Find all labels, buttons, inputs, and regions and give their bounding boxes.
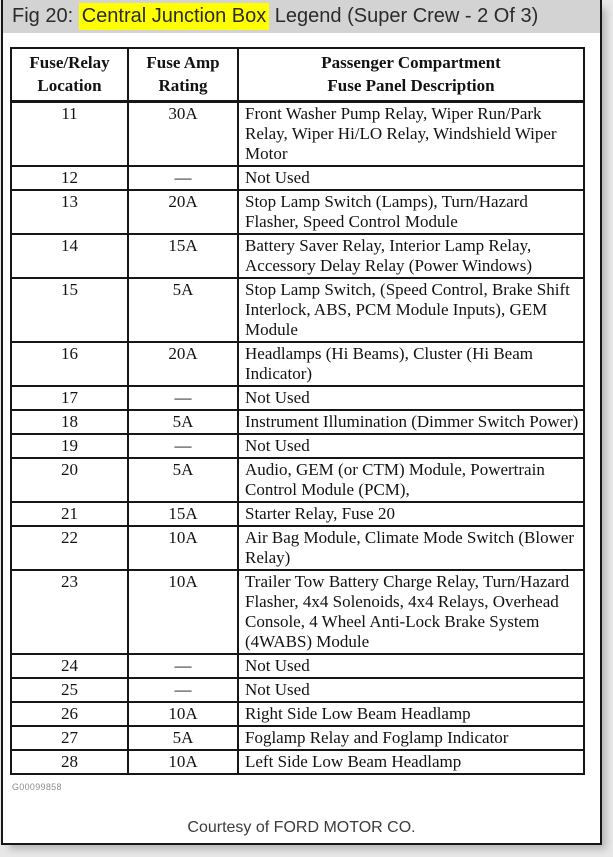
fuse-location: 26 [11, 702, 128, 726]
fuse-rating: 15A [128, 502, 238, 526]
header-fuse-relay-location: Fuse/Relay Location [11, 48, 128, 102]
fuse-location: 12 [11, 166, 128, 190]
header-passenger-compartment-description: Passenger Compartment Fuse Panel Description [238, 48, 584, 102]
fuse-rating: 10A [128, 750, 238, 774]
fuse-location: 13 [11, 190, 128, 234]
fuse-location: 21 [11, 502, 128, 526]
fuse-description: Foglamp Relay and Foglamp Indicator [238, 726, 584, 750]
table-row [11, 278, 584, 342]
fuse-description: Audio, GEM (or CTM) Module, Powertrain Control Module (PCM), [238, 458, 584, 502]
fuse-rating: 5A [128, 726, 238, 750]
fuse-description: Left Side Low Beam Headlamp [238, 750, 584, 774]
fuse-legend-table [10, 47, 585, 775]
table-row [11, 702, 584, 726]
fuse-description: Battery Saver Relay, Interior Lamp Relay, Accessory Delay Relay (Power Windows) [238, 234, 584, 278]
fuse-location: 22 [11, 526, 128, 570]
fuse-location: 11 [11, 102, 128, 167]
fuse-location: 24 [11, 654, 128, 678]
table-row [11, 570, 584, 654]
table-row [11, 750, 584, 774]
fuse-description: Not Used [238, 678, 584, 702]
document-page [1, 0, 602, 845]
table-row [11, 526, 584, 570]
fuse-location: 23 [11, 570, 128, 654]
figure-title-bar [3, 0, 600, 33]
fuse-location: 20 [11, 458, 128, 502]
table-header [11, 48, 584, 102]
fuse-location: 19 [11, 434, 128, 458]
courtesy-label: Courtesy of FORD MOTOR CO. [187, 819, 416, 836]
fuse-description: Not Used [238, 654, 584, 678]
fuse-rating: 10A [128, 526, 238, 570]
fuse-rating: 10A [128, 702, 238, 726]
fuse-location: 16 [11, 342, 128, 386]
fuse-rating: — [128, 386, 238, 410]
figure-title-suffix: Legend (Super Crew - 2 Of 3) [269, 5, 539, 27]
fuse-location: 18 [11, 410, 128, 434]
fuse-rating: — [128, 654, 238, 678]
fuse-rating: 5A [128, 410, 238, 434]
table-body [11, 102, 584, 775]
table-row [11, 434, 584, 458]
fuse-description: Instrument Illumination (Dimmer Switch Power) [238, 410, 584, 434]
figure-title-prefix: Fig 20: [12, 5, 79, 27]
table-row [11, 678, 584, 702]
fuse-rating: 20A [128, 342, 238, 386]
table-row [11, 102, 584, 167]
fuse-description: Not Used [238, 386, 584, 410]
table-header-row [11, 48, 584, 102]
figure-title-highlight: Central Junction Box [79, 3, 270, 30]
table-row [11, 342, 584, 386]
table-row [11, 386, 584, 410]
fuse-rating: 5A [128, 458, 238, 502]
header-fuse-amp-rating: Fuse Amp Rating [128, 48, 238, 102]
fuse-description: Trailer Tow Battery Charge Relay, Turn/Hazard Flasher, 4x4 Solenoids, 4x4 Relays, Overhead Console, 4 Wheel Anti-Lock Brake System (4WABS) Module [238, 570, 584, 654]
fuse-description: Starter Relay, Fuse 20 [238, 502, 584, 526]
table-row [11, 458, 584, 502]
figure-id-label: G00099858 [12, 782, 62, 792]
table-row [11, 234, 584, 278]
table-row [11, 654, 584, 678]
fuse-description: Front Washer Pump Relay, Wiper Run/Park Relay, Wiper Hi/LO Relay, Windshield Wiper Motor [238, 102, 584, 167]
fuse-description: Not Used [238, 166, 584, 190]
fuse-description: Stop Lamp Switch, (Speed Control, Brake Shift Interlock, ABS, PCM Module Inputs), GEM Module [238, 278, 584, 342]
fuse-description: Air Bag Module, Climate Mode Switch (Blower Relay) [238, 526, 584, 570]
fuse-rating: — [128, 166, 238, 190]
fuse-location: 15 [11, 278, 128, 342]
fuse-rating: 30A [128, 102, 238, 167]
table-row [11, 410, 584, 434]
table-row [11, 166, 584, 190]
fuse-location: 28 [11, 750, 128, 774]
fuse-location: 14 [11, 234, 128, 278]
fuse-rating: — [128, 678, 238, 702]
fuse-rating: — [128, 434, 238, 458]
table-row [11, 190, 584, 234]
fuse-description: Not Used [238, 434, 584, 458]
table-row [11, 726, 584, 750]
fuse-rating: 20A [128, 190, 238, 234]
fuse-location: 17 [11, 386, 128, 410]
fuse-rating: 5A [128, 278, 238, 342]
table-row [11, 502, 584, 526]
fuse-description: Headlamps (Hi Beams), Cluster (Hi Beam Indicator) [238, 342, 584, 386]
fuse-rating: 10A [128, 570, 238, 654]
fuse-description: Stop Lamp Switch (Lamps), Turn/Hazard Flasher, Speed Control Module [238, 190, 584, 234]
fuse-rating: 15A [128, 234, 238, 278]
fuse-location: 25 [11, 678, 128, 702]
fuse-location: 27 [11, 726, 128, 750]
fuse-description: Right Side Low Beam Headlamp [238, 702, 584, 726]
